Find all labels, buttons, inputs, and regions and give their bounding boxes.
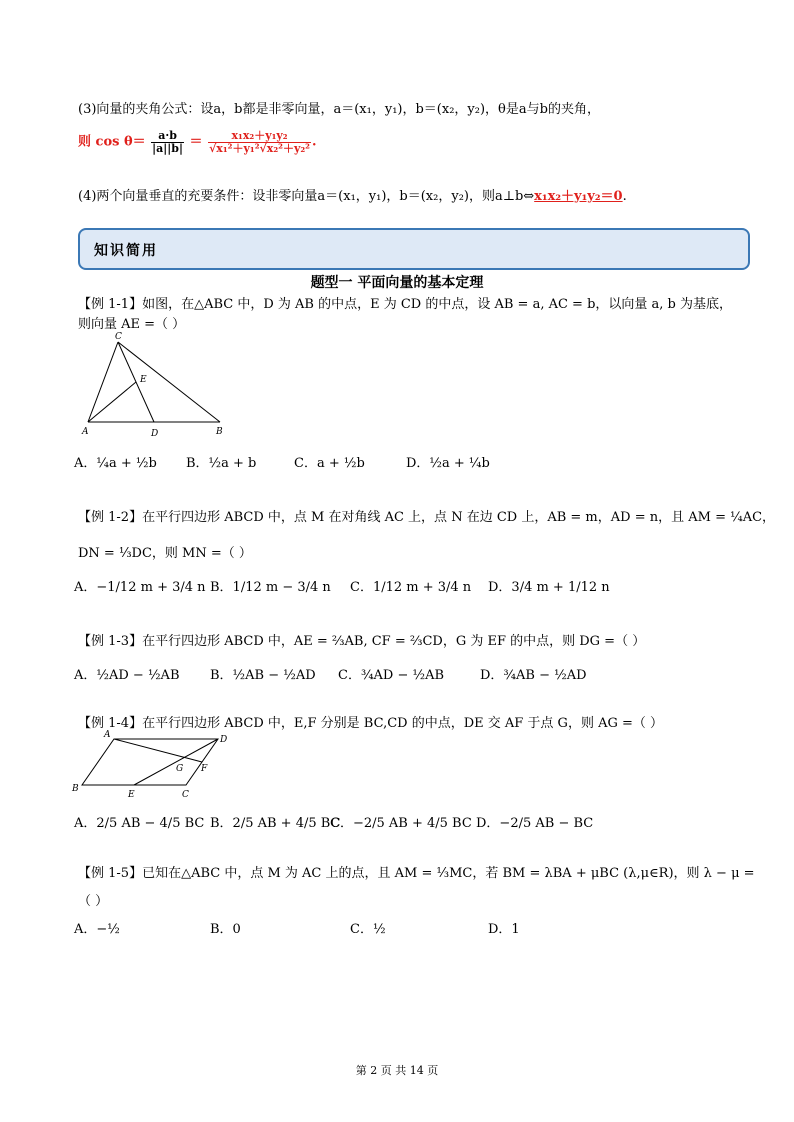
ex4-option-a[interactable]: A．2/5 AB − 4/5 BC	[74, 816, 205, 831]
label-A: A	[104, 730, 111, 740]
label-D: D	[151, 429, 159, 439]
page-footer: 第 2 页 共 14 页	[355, 1064, 439, 1077]
label-E: E	[128, 790, 135, 799]
ex2-option-a[interactable]: A．−1/12 m + 3/4 n	[74, 580, 206, 595]
ex1-option-d[interactable]: D．½a + ¼b	[406, 456, 490, 471]
ex4-option-b[interactable]: B．2/5 AB + 4/5 BC	[210, 816, 341, 831]
ex5-option-b[interactable]: B．0	[210, 922, 241, 937]
ex2-line1: 【例 1-2】在平行四边形 ABCD 中，点 M 在对角线 AC 上，点 N 在边 CD 上，AB = m，AD = n，且 AM = ¼AC，	[78, 510, 776, 525]
label-D: D	[220, 735, 228, 745]
knowledge-box-label: 知识简用	[94, 243, 158, 259]
ex4-line1: 【例 1-4】在平行四边形 ABCD 中，E,F 分别是 BC,CD 的中点，DE 交 AF 于点 G，则 AG =（ ）	[78, 716, 664, 731]
ex5-line1: 【例 1-5】已知在△ABC 中，点 M 为 AC 上的点，且 AM = ⅓MC，若 BM = λBA + μBC (λ,μ∈R)，则 λ − μ =	[78, 866, 755, 881]
ex4-option-c[interactable]: C．−2/5 AB + 4/5 BC	[330, 816, 472, 831]
parallelogram-figure	[70, 727, 240, 799]
label-B: B	[72, 784, 79, 794]
ex2-option-b[interactable]: B．1/12 m − 3/4 n	[210, 580, 331, 595]
cos-frac-left: $\frac{a\cdot b}{|a||b|}$	[152, 129, 183, 155]
label-G: G	[176, 764, 184, 774]
ex3-option-b[interactable]: B．½AB − ½AD	[210, 668, 316, 683]
ex1-option-c[interactable]: C．a + ½b	[294, 456, 365, 471]
label-F: F	[201, 764, 208, 774]
label-C: C	[182, 790, 189, 799]
cos-frac-right: $\frac{\text{x₁x₂＋y₁y₂}}{\text{√x₁²＋y₁²√x₂²＋y₂²}}$	[209, 129, 310, 155]
section-title: 题型一 平面向量的基本定理	[310, 275, 484, 291]
cos-formula: 则 cos θ＝ $\frac{a\cdot b}{|a||b|}$ ＝ $\frac{\text{x₁x₂＋y₁y₂}}{\text{√x₁²＋y₁²√x₂²＋y₂²}}$ .	[78, 129, 317, 155]
ex5-option-a[interactable]: A．−½	[74, 922, 120, 937]
ex5-line2: （ ）	[78, 894, 109, 909]
formula-line-3	[78, 98, 600, 117]
triangle-figure	[78, 330, 238, 442]
formula-3-text: (3)向量的夹角公式：设a，b都是非零向量，a＝(x₁，y₁)，b＝(x₂，y₂)，θ是a与b的夹角，	[78, 102, 600, 117]
ex2-line2: DN = ⅓DC，则 MN =（ ）	[78, 546, 252, 561]
formula-line-4: (4)两个向量垂直的充要条件：设非零向量a＝(x₁，y₁)，b＝(x₂，y₂)，则a⊥b⇔x₁x₂＋y₁y₂＝0.	[78, 189, 627, 204]
ex3-option-d[interactable]: D．¾AB − ½AD	[480, 668, 587, 683]
ex1-line1: 【例 1-1】如图，在△ABC 中，D 为 AB 的中点，E 为 CD 的中点，设 AB = a, AC = b，以向量 a, b 为基底，	[78, 297, 733, 312]
line-DE	[134, 739, 218, 785]
ex2-option-c[interactable]: C．1/12 m + 3/4 n	[350, 580, 472, 595]
ex4-option-d[interactable]: D．−2/5 AB − BC	[476, 816, 594, 831]
ex5-option-d[interactable]: D．1	[488, 922, 520, 937]
ex2-option-d[interactable]: D．3/4 m + 1/12 n	[488, 580, 610, 595]
perp-condition: x₁x₂＋y₁y₂＝0	[534, 189, 623, 204]
label-A: A	[82, 427, 89, 437]
label-C: C	[115, 332, 122, 342]
label-E: E	[140, 375, 147, 385]
ex5-option-c[interactable]: C．½	[350, 922, 386, 937]
ex1-option-b[interactable]: B．½a + b	[186, 456, 257, 471]
parallelogram-abcd	[82, 739, 218, 785]
ex3-line1: 【例 1-3】在平行四边形 ABCD 中，AE = ⅔AB, CF = ⅔CD，G 为 EF 的中点，则 DG =（ ）	[78, 634, 646, 649]
ex3-option-a[interactable]: A．½AD − ½AB	[74, 668, 180, 683]
knowledge-box	[78, 228, 750, 270]
label-B: B	[216, 427, 223, 437]
line-AF	[114, 739, 202, 762]
line-CB	[118, 342, 220, 422]
ex1-option-a[interactable]: A．¼a + ½b	[74, 456, 157, 471]
ex1-line2: 则向量 AE =（ ）	[78, 317, 186, 332]
ex3-option-c[interactable]: C．¾AD − ½AB	[338, 668, 445, 683]
cos-prefix: 则 cos θ＝	[78, 134, 146, 150]
